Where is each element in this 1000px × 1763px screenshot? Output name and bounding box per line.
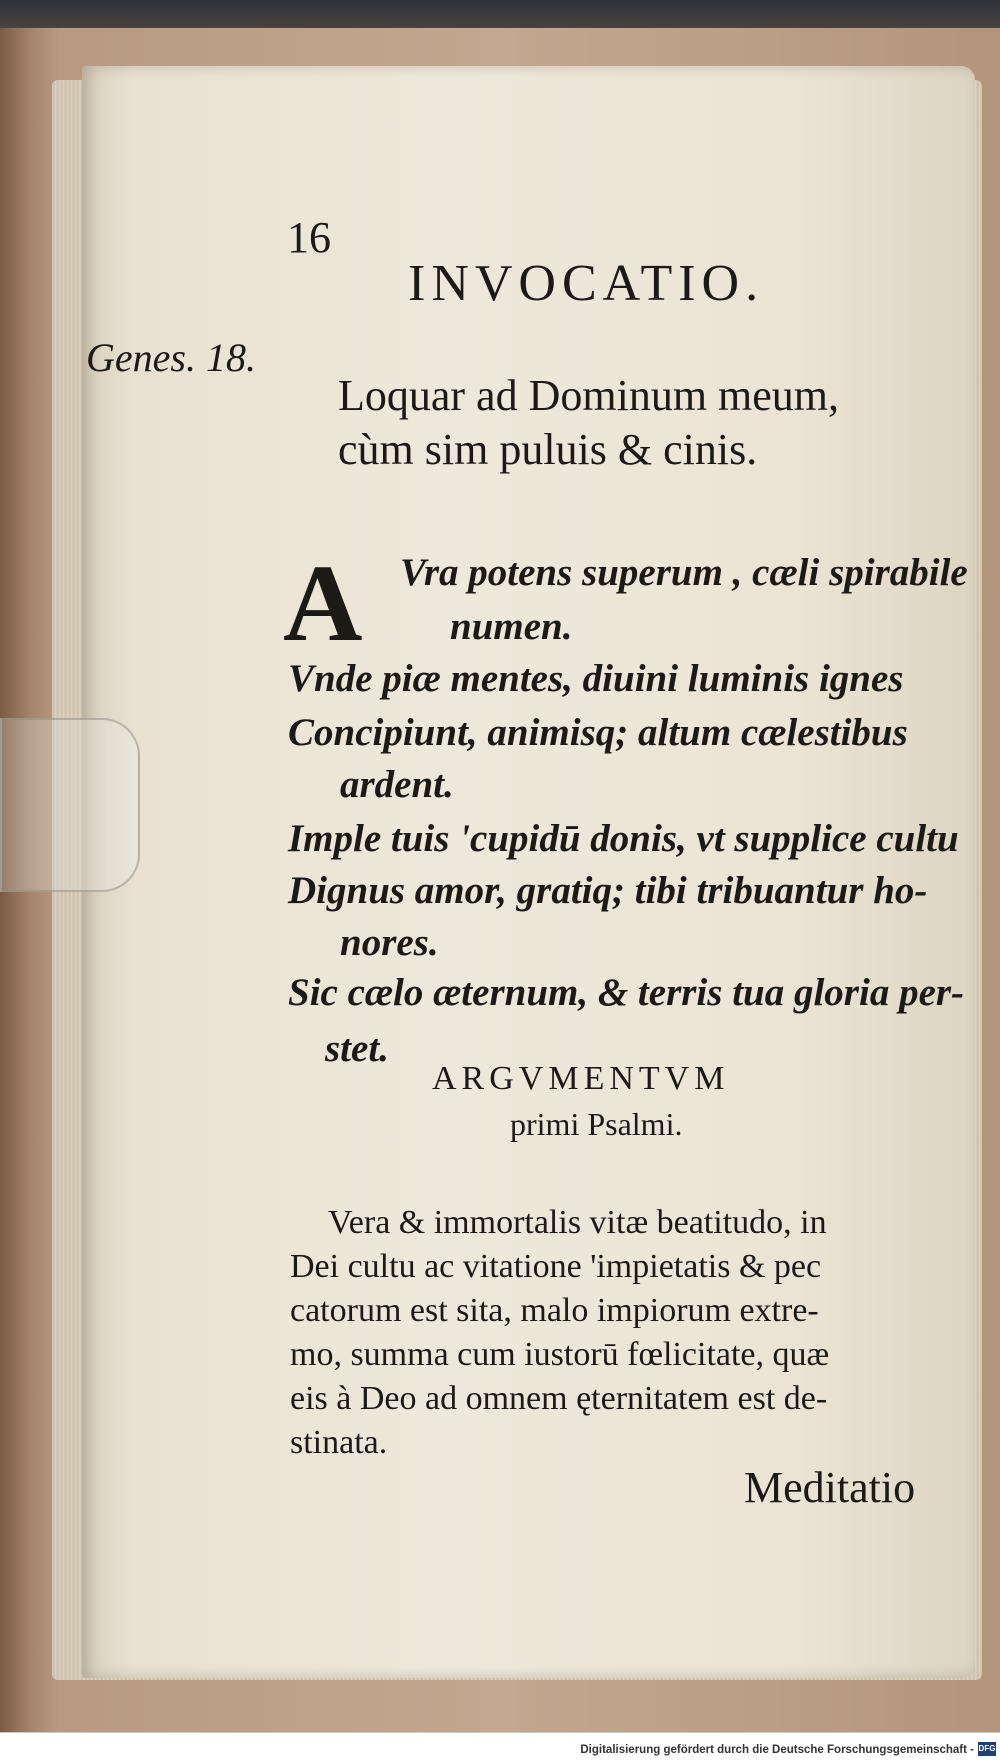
footer-bar — [0, 1732, 1000, 1763]
prose-line-1: Vera & immortalis vitæ beatitudo, in — [328, 1204, 827, 1241]
verse-line-9: Sic cælo æternum, & terris tua gloria per- — [288, 971, 965, 1014]
verse-line-5: ardent. — [340, 763, 454, 806]
verse-line-7: Dignus amor, gratiq; tibi tribuantur ho- — [288, 869, 928, 912]
dfg-logo: DFG — [978, 1742, 996, 1756]
prose-line-5: eis à Deo ad omnem ęternitatem est de- — [290, 1380, 828, 1417]
scripture-line-2: cùm sim puluis & cinis. — [338, 425, 758, 474]
prose-line-4: mo, summa cum iustorū fœlicitate, quæ — [290, 1336, 830, 1373]
margin-note: Genes. 18. — [86, 335, 256, 380]
argument-title: ARGVMENTVM — [432, 1060, 730, 1097]
drop-cap: A — [283, 542, 363, 664]
verse-line-1: Vra potens superum , cæli spirabile — [400, 551, 968, 594]
argument-subtitle: primi Psalmi. — [510, 1106, 683, 1142]
verse-line-8: nores. — [340, 921, 439, 964]
page-clip — [0, 718, 140, 892]
footer-credit: Digitalisierung gefördert durch die Deutsche Forschungsgemeinschaft - — [580, 1744, 974, 1756]
prose-line-3: catorum est sita, malo impiorum extre- — [290, 1292, 819, 1329]
verse-line-10: stet. — [325, 1027, 389, 1070]
page-heading: INVOCATIO. — [408, 255, 765, 312]
verse-line-4: Concipiunt, animisq; altum cælestibus — [288, 711, 908, 754]
verse-line-2: numen. — [450, 605, 573, 648]
catchword: Meditatio — [744, 1463, 916, 1512]
page-number: 16 — [287, 213, 331, 262]
scan-top-edge — [0, 0, 1000, 30]
prose-line-6: stinata. — [290, 1424, 388, 1461]
verse-line-3: Vnde piæ mentes, diuini luminis ignes — [288, 657, 904, 700]
scripture-line-1: Loquar ad Dominum meum, — [338, 371, 840, 420]
prose-line-2: Dei cultu ac vitatione 'impietatis & pec — [290, 1248, 822, 1285]
verse-line-6: Imple tuis 'cupidū donis, vt supplice cultu — [288, 817, 959, 860]
